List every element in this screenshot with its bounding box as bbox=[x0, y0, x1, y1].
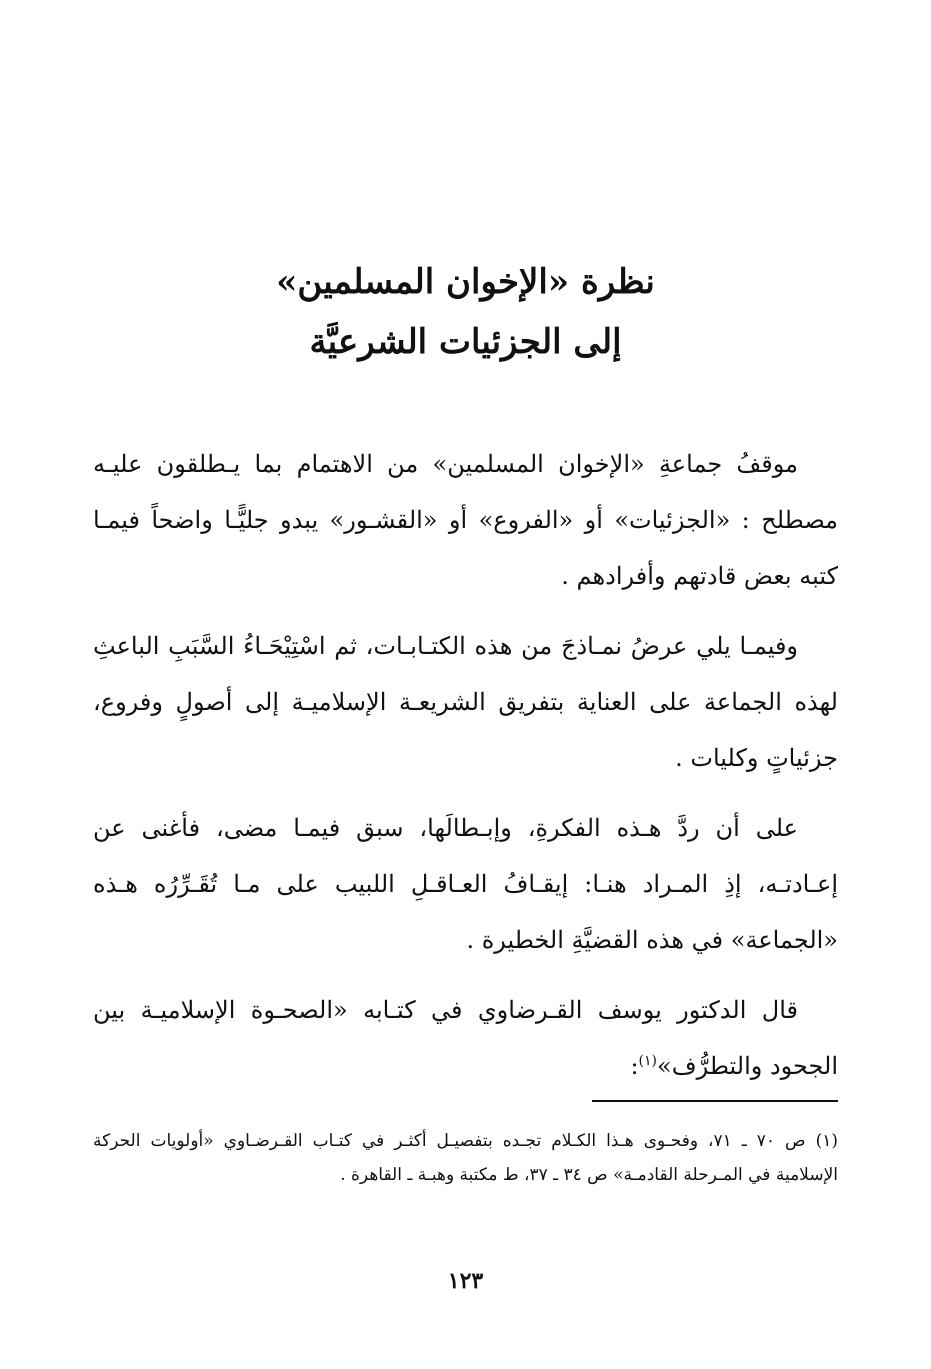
paragraph-4-end: : bbox=[630, 1052, 639, 1080]
footnote-text: ص ٧٠ ـ ٧١، وفحـوى هـذا الكـلام تجـده بتفصيـل أكثـر في كتـاب القـرضـاوي «أولويات الحركة الإسلامية في المـرحلة القادمـة» ص ٣٤ ـ ٣٧، ط مكتبة وهبـة ـ القاهرة . bbox=[93, 1131, 838, 1185]
page-number: ١٢٣ bbox=[447, 1268, 484, 1294]
body-text bbox=[93, 436, 838, 1108]
paragraph-4-text: قال الدكتور يوسف القـرضاوي في كتـابه «الصحـوة الإسلاميـة بين الجحود والتطرُّف» bbox=[93, 996, 838, 1080]
footnote-number: (١) bbox=[815, 1131, 838, 1151]
footnote bbox=[93, 1124, 838, 1192]
footnote-paragraph bbox=[93, 1124, 838, 1192]
chapter-title-line-1: نظرة «الإخوان المسلمين» bbox=[276, 262, 655, 302]
paragraph-1: موقفُ جماعةِ «الإخوان المسلمين» من الاهتمام بما يـطلقون عليـه مصطلح : «الجزئيات» أو «الفروع» أو «القشـور» يبدو جليًّـا واضحاً فيمـا كتبه بعض قادتهم وأفرادهم . bbox=[93, 450, 838, 590]
footnote-reference: (١) bbox=[638, 1053, 658, 1069]
footnote-separator bbox=[592, 1100, 838, 1102]
paragraph-2: وفيمـا يلي عرضُ نمـاذجَ من هذه الكتـابـات، ثم اسْتِيْحَـاءُ السَّبَبِ الباعثِ لهذه الجماعة على العناية بتفريق الشريعـة الإسلاميـة إلى أصولٍ وفروع، جزئياتٍ وكليات . bbox=[93, 632, 838, 772]
chapter-title-line-2: إلى الجزئيات الشرعيَّة bbox=[309, 322, 622, 362]
paragraph-3: على أن ردَّ هـذه الفكرةِ، وإبـطالَها، سبق فيمـا مضى، فأغنى عن إعـادتـه، إذِ المـراد هنـا: إيقـافُ العـاقـلِ اللبيب على مـا تُقَـرِّرُه هـذه «الجماعة» في هذه القضيَّةِ الخطيرة . bbox=[93, 814, 839, 954]
paragraph-4 bbox=[93, 982, 838, 1094]
chapter-title bbox=[0, 252, 931, 372]
